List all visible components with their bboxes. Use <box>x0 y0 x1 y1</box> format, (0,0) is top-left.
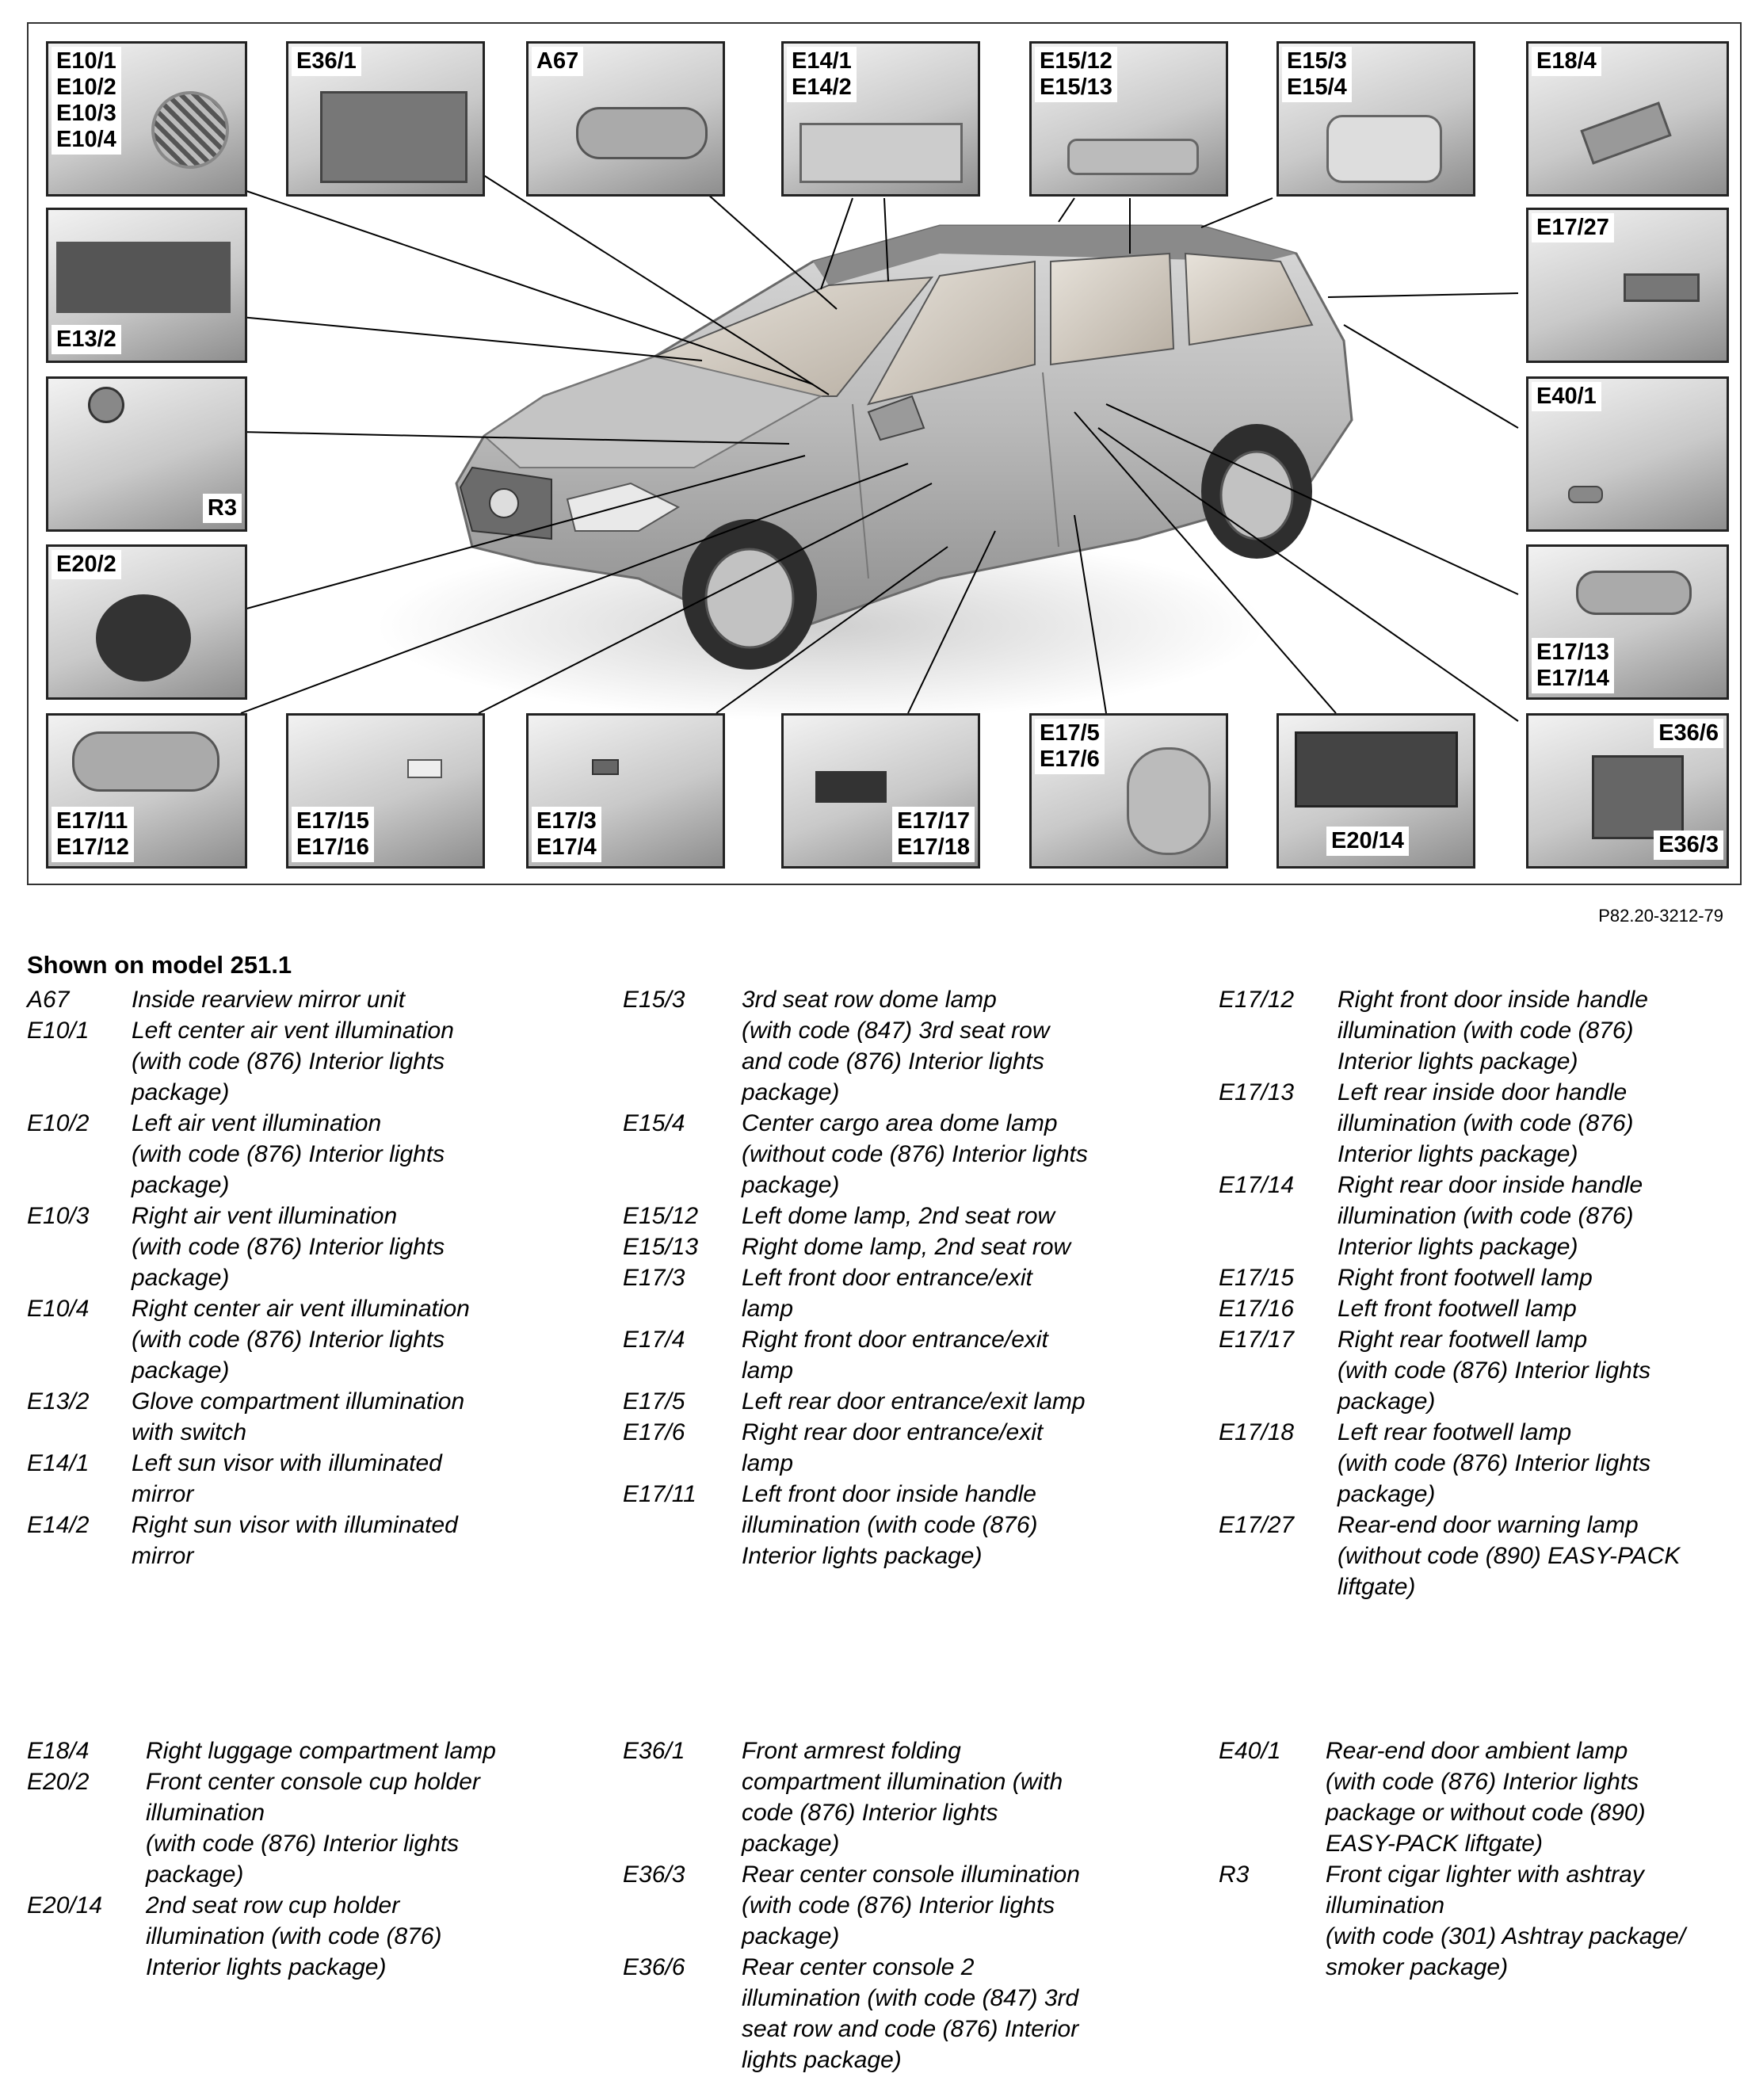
legend-description: Left center air vent illumination (with code (876) Interior lights package) <box>132 1018 454 1105</box>
inset-a67 <box>526 41 725 197</box>
inset-e36-6 <box>1526 713 1729 869</box>
legend-entry <box>27 1448 582 1510</box>
legend-entry <box>27 1293 582 1386</box>
legend-code: E17/12 <box>1219 987 1295 1013</box>
legend-description: Right front door entrance/exit lamp <box>742 1327 1048 1384</box>
legend-entry <box>27 1201 582 1293</box>
legend-entry <box>1219 1510 1742 1602</box>
legend-description: Left air vent illumination (with code (876) Interior lights package) <box>132 1110 445 1198</box>
entrance-lamp-icon <box>1127 747 1211 855</box>
legend-column-6 <box>1219 1735 1742 1983</box>
legend-description: Right air vent illumination (with code (876) Interior lights package) <box>132 1203 445 1291</box>
legend-code: E17/11 <box>623 1481 696 1507</box>
legend-description: Right front door inside handle illumination (with code (876) Interior lights package) <box>1338 987 1648 1075</box>
legend-entry <box>623 1324 1177 1386</box>
legend-entry <box>623 1417 1177 1479</box>
legend-entry <box>1219 984 1742 1077</box>
air-vent-icon <box>151 91 229 169</box>
warning-lamp-icon <box>1624 273 1700 302</box>
legend-entry <box>623 1386 1177 1417</box>
entrance-lamp-icon <box>592 759 619 775</box>
inset-label: E20/2 <box>52 550 121 579</box>
legend-entry <box>1219 1417 1742 1510</box>
legend-entry <box>27 1510 582 1571</box>
legend-description: Left rear door entrance/exit lamp <box>742 1388 1086 1415</box>
inset-e20-2 <box>46 544 247 700</box>
cup-holder-icon <box>1295 731 1458 808</box>
component-location-figure <box>27 22 1742 885</box>
inset-label: R3 <box>203 494 242 523</box>
legend-column-4 <box>27 1735 582 1983</box>
inset-e14 <box>781 41 980 197</box>
inset-e17-17 <box>781 713 980 869</box>
legend-entry <box>1219 1262 1742 1293</box>
legend-code: E18/4 <box>27 1738 90 1764</box>
inset-e17-15 <box>286 713 485 869</box>
legend-description: Left dome lamp, 2nd seat row <box>742 1203 1055 1229</box>
inset-e15-12 <box>1029 41 1228 197</box>
leader-line <box>1328 293 1518 297</box>
legend-code: E15/12 <box>623 1203 699 1229</box>
legend-entry <box>27 1735 582 1766</box>
legend-entry <box>1219 1859 1742 1983</box>
legend-entry <box>623 1735 1177 1859</box>
legend-code: E10/2 <box>27 1110 90 1136</box>
inset-e20-14 <box>1276 713 1475 869</box>
legend-code: E10/4 <box>27 1296 90 1322</box>
legend-code: E10/3 <box>27 1203 90 1229</box>
legend-description: Left front door entrance/exit lamp <box>742 1265 1032 1322</box>
inset-label: E40/1 <box>1532 382 1601 411</box>
legend-description: Left rear footwell lamp (with code (876) Interior lights package) <box>1338 1419 1651 1507</box>
legend-column-2 <box>623 984 1177 1571</box>
inset-label: E17/15 E17/16 <box>292 807 374 862</box>
legend-description: Rear center console illumination (with code (876) Interior lights package) <box>742 1861 1080 1949</box>
legend-entry <box>27 984 582 1015</box>
inset-e15-3 <box>1276 41 1475 197</box>
legend-entry <box>623 1231 1177 1262</box>
legend-description: Center cargo area dome lamp (without code (876) Interior lights package) <box>742 1110 1088 1198</box>
legend-entry <box>623 1859 1177 1952</box>
inset-label: E17/5 E17/6 <box>1035 719 1105 774</box>
model-subtitle: Shown on model 251.1 <box>27 951 292 979</box>
legend-description: Right rear footwell lamp (with code (876) Interior lights package) <box>1338 1327 1651 1415</box>
inset-e36-1 <box>286 41 485 197</box>
legend-description: 3rd seat row dome lamp (with code (847) 3rd seat row and code (876) Interior lights package) <box>742 987 1050 1105</box>
legend-entry <box>623 1479 1177 1571</box>
legend-description: Right rear door entrance/exit lamp <box>742 1419 1044 1476</box>
legend-description: Front armrest folding compartment illumination (with code (876) Interior lights package) <box>742 1738 1063 1857</box>
legend-entry <box>623 1262 1177 1324</box>
legend-code: E17/18 <box>1219 1419 1295 1445</box>
legend-entry <box>1219 1170 1742 1262</box>
front-wheel-rim <box>706 549 793 647</box>
legend-code: E17/15 <box>1219 1265 1295 1291</box>
inset-label: E17/3 E17/4 <box>532 807 601 862</box>
legend-column-5 <box>623 1735 1177 2075</box>
legend-code: R3 <box>1219 1861 1250 1888</box>
legend-code: E17/14 <box>1219 1172 1295 1198</box>
console-compartment-icon <box>1592 755 1684 839</box>
legend-entry <box>27 1386 582 1448</box>
inset-e17-11 <box>46 713 247 869</box>
legend-code: E13/2 <box>27 1388 90 1415</box>
legend-description: Rear center console 2 illumination (with code (847) 3rd seat row and code (876) Interior lights package) <box>742 1954 1079 2073</box>
legend-description: Right front footwell lamp <box>1338 1265 1593 1291</box>
rearview-mirror-icon <box>576 107 708 159</box>
legend-description: Right sun visor with illuminated mirror <box>132 1512 458 1569</box>
legend-entry <box>27 1766 582 1890</box>
legend-code: E14/1 <box>27 1450 90 1476</box>
footwell-lamp-icon <box>407 759 442 778</box>
legend-code: E15/13 <box>623 1234 699 1260</box>
legend-code: E20/14 <box>27 1892 103 1919</box>
legend-code: E17/3 <box>623 1265 685 1291</box>
cup-holder-icon <box>96 594 191 682</box>
legend-code: E10/1 <box>27 1018 90 1044</box>
dome-lamp-icon <box>1067 139 1199 175</box>
legend-column-1 <box>27 984 582 1571</box>
legend-description: Right dome lamp, 2nd seat row <box>742 1234 1071 1260</box>
legend-entry <box>27 1890 582 1983</box>
legend-description: Right luggage compartment lamp <box>146 1738 496 1764</box>
inset-label: E10/1 E10/2 E10/3 E10/4 <box>52 47 121 155</box>
legend-code: E15/4 <box>623 1110 685 1136</box>
leader-line <box>244 190 813 384</box>
leader-line <box>1344 325 1518 428</box>
inset-label: E18/4 <box>1532 47 1601 76</box>
inset-e17-3 <box>526 713 725 869</box>
legend-code: E17/13 <box>1219 1079 1295 1105</box>
legend-description: Left rear inside door handle illumination (with code (876) Interior lights package) <box>1338 1079 1634 1167</box>
legend-description: Left front footwell lamp <box>1338 1296 1577 1322</box>
armrest-compartment-icon <box>320 91 467 183</box>
inset-label: E36/3 <box>1654 830 1723 860</box>
legend-description: Left front door inside handle illumination (with code (876) Interior lights package) <box>742 1481 1038 1569</box>
legend-description: Right rear door inside handle illumination (with code (876) Interior lights package) <box>1338 1172 1643 1260</box>
legend-description: Glove compartment illumination with switch <box>132 1388 465 1445</box>
glove-compartment-icon <box>56 242 231 313</box>
inset-r3 <box>46 376 247 532</box>
legend-code: E36/3 <box>623 1861 685 1888</box>
legend-code: A67 <box>27 987 70 1013</box>
inset-label: E17/27 <box>1532 213 1614 242</box>
leader-line <box>1201 198 1273 227</box>
legend-description: Rear-end door warning lamp (without code (890) EASY-PACK liftgate) <box>1338 1512 1681 1600</box>
legend-code: E40/1 <box>1219 1738 1281 1764</box>
legend-code: E15/3 <box>623 987 685 1013</box>
inset-label: E15/12 E15/13 <box>1035 47 1117 102</box>
legend-code: E17/17 <box>1219 1327 1295 1353</box>
cigar-lighter-icon <box>88 387 124 423</box>
legend-code: E36/1 <box>623 1738 685 1764</box>
legend-code: E17/4 <box>623 1327 685 1353</box>
legend-column-3 <box>1219 984 1742 1602</box>
inset-e17-5 <box>1029 713 1228 869</box>
figure-id: P82.20-3212-79 <box>1598 906 1723 926</box>
legend-description: Inside rearview mirror unit <box>132 987 406 1013</box>
legend-entry <box>623 1952 1177 2075</box>
legend-description: 2nd seat row cup holder illumination (with code (876) Interior lights package) <box>146 1892 442 1980</box>
inset-e18-4 <box>1526 41 1729 197</box>
legend-code: E17/5 <box>623 1388 685 1415</box>
inset-label: E17/13 E17/14 <box>1532 638 1614 693</box>
legend-description: Front center console cup holder illumination (with code (876) Interior lights package) <box>146 1769 480 1888</box>
ambient-lamp-icon <box>1568 486 1603 503</box>
legend-code: E17/27 <box>1219 1512 1295 1538</box>
sun-visor-icon <box>799 123 963 183</box>
door-handle-icon <box>72 731 219 792</box>
legend-code: E36/6 <box>623 1954 685 1980</box>
inset-label: E36/1 <box>292 47 361 76</box>
inset-label: E13/2 <box>52 325 121 354</box>
legend-entry <box>1219 1293 1742 1324</box>
rear-wheel-rim <box>1221 452 1292 539</box>
inset-e10-air-vents <box>46 41 247 197</box>
legend-description: Rear-end door ambient lamp (with code (876) Interior lights package or without code (890) EASY-PACK liftgate) <box>1326 1738 1646 1857</box>
legend-entry <box>623 1108 1177 1201</box>
inset-label: E14/1 E14/2 <box>787 47 857 102</box>
door-handle-icon <box>1576 571 1692 615</box>
brand-emblem <box>490 489 518 517</box>
legend-entry <box>1219 1077 1742 1170</box>
legend-entry <box>1219 1324 1742 1417</box>
legend-code: E17/6 <box>623 1419 685 1445</box>
inset-label: E17/17 E17/18 <box>892 807 975 862</box>
inset-e17-27 <box>1526 208 1729 363</box>
legend-entry <box>1219 1735 1742 1859</box>
legend-entry <box>27 1108 582 1201</box>
legend-description: Right center air vent illumination (with code (876) Interior lights package) <box>132 1296 470 1384</box>
rear-side-window <box>1051 254 1173 365</box>
legend-code: E14/2 <box>27 1512 90 1538</box>
inset-label: E20/14 <box>1326 827 1409 856</box>
legend-code: E20/2 <box>27 1769 90 1795</box>
inset-e13-2 <box>46 208 247 363</box>
legend-entry <box>623 1201 1177 1231</box>
legend-entry <box>27 1015 582 1108</box>
legend-description: Left sun visor with illuminated mirror <box>132 1450 442 1507</box>
inset-label: E15/3 E15/4 <box>1282 47 1352 102</box>
legend-code: E17/16 <box>1219 1296 1295 1322</box>
inset-e17-13 <box>1526 544 1729 700</box>
inset-label: E36/6 <box>1654 719 1723 748</box>
inset-label: E17/11 E17/12 <box>52 807 134 862</box>
dome-lamp-icon <box>1326 115 1442 183</box>
inset-e40-1 <box>1526 376 1729 532</box>
footwell-lamp-icon <box>815 771 887 803</box>
legend-entry <box>623 984 1177 1108</box>
luggage-lamp-icon <box>1580 101 1671 164</box>
inset-label: A67 <box>532 47 583 76</box>
leader-line <box>1059 198 1074 222</box>
legend-description: Front cigar lighter with ashtray illumination (with code (301) Ashtray package/ smoker package) <box>1326 1861 1686 1980</box>
